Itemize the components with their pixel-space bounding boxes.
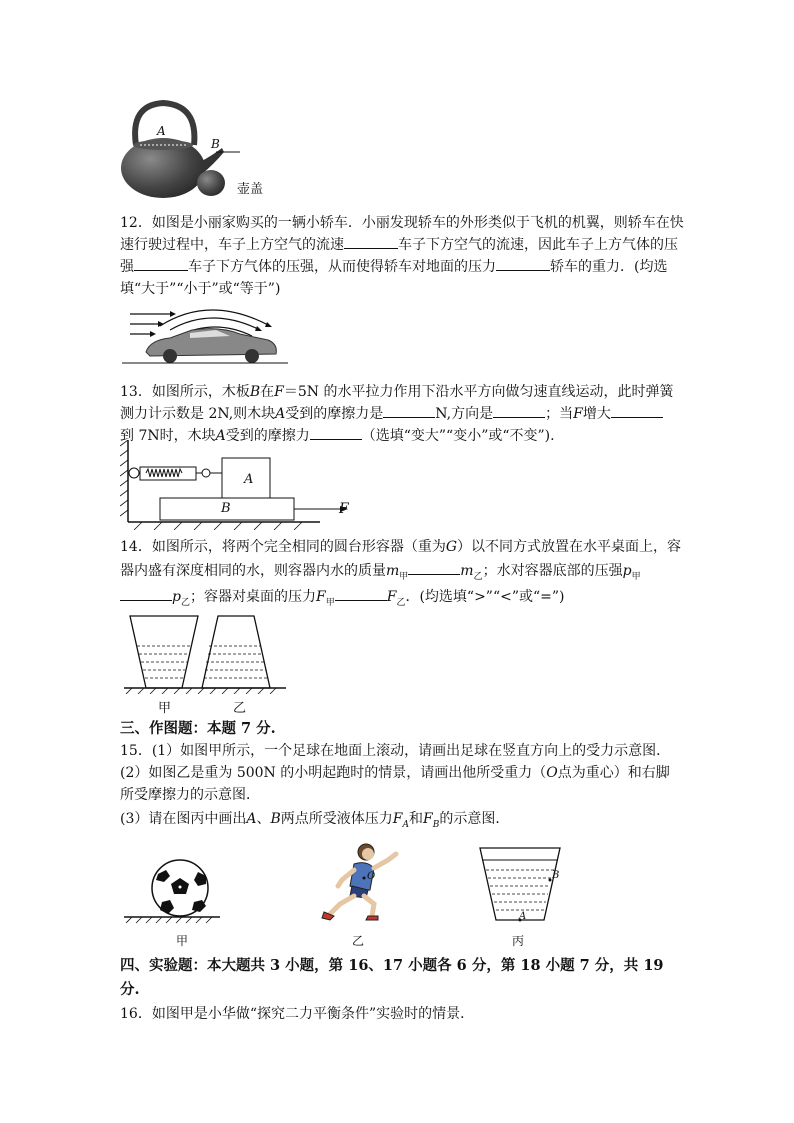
q13-fig-block-a: A	[244, 472, 254, 487]
q15-caption-yi: 乙	[352, 934, 365, 948]
q15-line2: (2）如图乙是重为 500N 的小明起跑时的情景，请画出他所受重力（O点为重心）和右脚	[120, 765, 670, 781]
q14-blank1[interactable]	[408, 560, 460, 575]
q12-blank3[interactable]	[496, 256, 550, 271]
q15-line1: 15．(1）如图甲所示，一个足球在地面上滚动，请画出足球在竖直方向上的受力示意图．	[120, 743, 671, 759]
q15-line3: 所受摩擦力的示意图．	[120, 787, 260, 803]
q15-point-b: B	[552, 870, 560, 881]
q12-line1: 12．如图是小丽家购买的一辆小轿车．小丽发现轿车的外形类似于飞机的机翼，则轿车在快	[120, 215, 684, 231]
q12-line2: 速行驶过程中，车子上方空气的流速 车子下方空气的流速，因此车子上方气体的压	[120, 234, 680, 256]
soccer-ball-figure	[122, 856, 222, 926]
q16-line1: 16．如图甲是小华做“探究二力平衡条件”实验时的情景．	[120, 1006, 475, 1022]
q13-line2: 测力计示数是 2N,则木块A受到的摩擦力是 N,方向是 ；当F增大	[120, 403, 680, 425]
q14-line2: 器内盛有深度相同的水，则容器内水的质量$m_甲$ $m_乙$；水对容器底部的压强$p_甲$	[120, 560, 680, 588]
q14-fig-caption-jia: 甲	[158, 701, 172, 716]
soccer-ball-illustration	[122, 856, 222, 926]
q13-blank4[interactable]	[310, 425, 362, 440]
q15-caption-jia: 甲	[176, 934, 189, 948]
q12-line4: 填“大于”“小于”或“等于”)	[120, 281, 281, 297]
car-figure	[120, 300, 290, 370]
q12-blank2[interactable]	[134, 256, 188, 271]
q13-blank1[interactable]	[383, 403, 435, 418]
q14-line3: $p_乙$；容器对桌面的压力$F_甲$ $F_乙$．(均选填“>”“<”或“=”)	[120, 586, 680, 614]
section4-heading-line2: 分.	[120, 981, 140, 998]
q14-line1: 14．如图所示，将两个完全相同的圆台形容器（重为G）以不同方式放置在水平桌面上，容	[120, 539, 682, 555]
car-airflow-illustration	[120, 300, 290, 370]
runner-figure	[316, 842, 406, 924]
teapot-label-a: A	[157, 124, 166, 138]
teapot-lid-label: 壶盖	[237, 182, 264, 197]
q14-blank2[interactable]	[120, 586, 172, 601]
containers-figure	[120, 612, 290, 694]
q13-fig-force-f: F	[339, 501, 349, 517]
q13-blank2[interactable]	[493, 403, 545, 418]
frustum-containers-illustration	[120, 612, 290, 694]
q13-line3: 到 7N时，木块A受到的摩擦力 （选填“变大”“变小”或“不变”).	[120, 425, 680, 447]
q13-line1: 13．如图所示，木板B在F＝5N 的水平拉力作用下沿水平方向做匀速直线运动，此时弹簧	[120, 384, 674, 400]
q14-blank3[interactable]	[335, 586, 387, 601]
section4-heading-line1: 四、实验题：本大题共 3 小题，第 16、17 小题各 6 分，第 18 小题 7 分，共 19	[120, 957, 664, 974]
friction-figure	[120, 440, 360, 530]
teapot-label-b: B	[211, 137, 220, 151]
q13-fig-board-b: B	[221, 501, 231, 516]
q12-blank1[interactable]	[344, 234, 398, 249]
q14-fig-caption-yi: 乙	[233, 701, 247, 716]
q15-point-o: O	[367, 871, 376, 882]
q13-blank3[interactable]	[611, 403, 663, 418]
section3-heading: 三、作图题：本题 7 分.	[120, 720, 276, 737]
runner-illustration	[316, 842, 406, 924]
q15-point-a: A	[519, 911, 527, 922]
q15-caption-bing: 丙	[512, 934, 525, 948]
q12-line3: 强 车子下方气体的压强，从而使得轿车对地面的压力 轿车的重力．(均选	[120, 256, 680, 278]
q15-line4: (3）请在图丙中画出A、B两点所受液体压力$F_A$和$F_B$的示意图．	[120, 811, 510, 830]
spring-scale-board-illustration	[120, 440, 360, 530]
